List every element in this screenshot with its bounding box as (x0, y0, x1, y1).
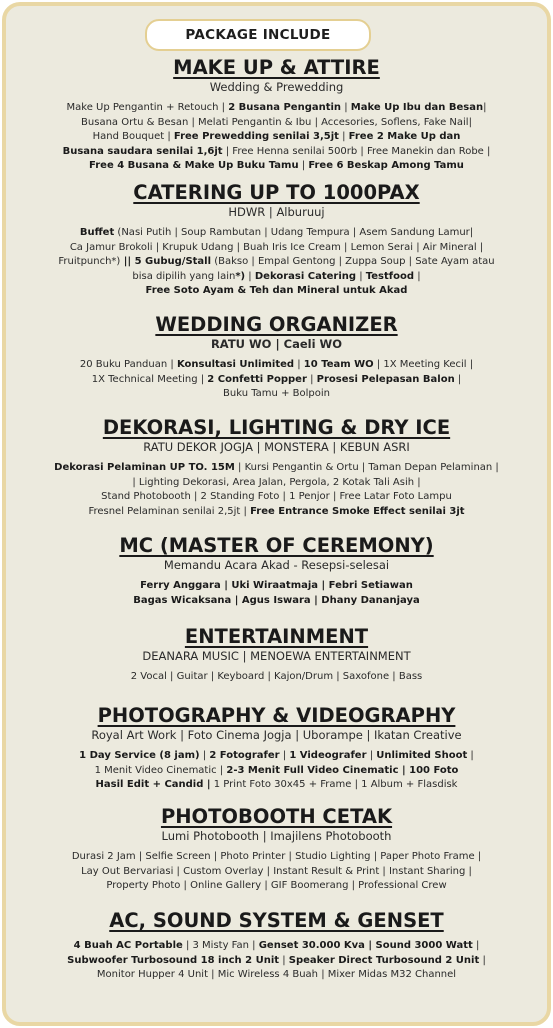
detail-text: | (454, 373, 462, 385)
detail-line (8, 284, 545, 299)
section-subtitle: Lumi Photobooth | Imajilens Photobooth (161, 829, 392, 843)
detail-highlight: Free 2 Make Up dan (348, 131, 461, 142)
section-details (8, 939, 545, 983)
detail-highlight: Free Soto Ayam & Teh dan Mineral untuk Akad (145, 285, 408, 296)
detail-text: Buku Tamu + Bolpoin (223, 388, 330, 399)
detail-text: 1 Menit Video Cinematic | (94, 764, 227, 776)
detail-text: Fresnel Pelaminan senilai 2,5jt | (88, 505, 251, 517)
detail-text: Hand Bouquet | (92, 131, 174, 142)
detail-line (8, 764, 545, 779)
detail-highlight: Unlimited Shoot (376, 750, 468, 761)
detail-highlight: Dekorasi Catering (254, 270, 357, 282)
section-subtitle: Wedding & Prewedding (209, 80, 344, 94)
section-title: DEKORASI, LIGHTING & DRY ICE (102, 416, 451, 439)
detail-text: (Nasi Putih | Soup Rambutan | Udang Tempura | Asem Sandung Lamur| (114, 227, 474, 238)
detail-line (8, 850, 545, 865)
section-title: AC, SOUND SYSTEM & GENSET (109, 909, 444, 932)
detail-text: 1 Print Foto 30x45 + Frame | 1 Album + Flasdisk (210, 779, 458, 790)
detail-line (8, 954, 545, 969)
detail-line (8, 255, 545, 270)
detail-line (8, 594, 545, 609)
section-details (8, 101, 545, 174)
detail-highlight: 2 Fotografer (209, 750, 280, 761)
detail-highlight: Speaker Direct Turbosound 2 Unit (288, 954, 480, 966)
detail-highlight: Make Up Ibu dan Besan (350, 102, 484, 113)
section-title: PHOTOBOOTH CETAK (160, 805, 393, 828)
section-wedding-organizer (8, 313, 545, 402)
section-subtitle: RATU WO | Caeli WO (210, 337, 343, 351)
detail-line (8, 670, 545, 685)
detail-highlight: Subwoofer Turbosound 18 inch 2 Unit (67, 954, 280, 966)
detail-line (8, 579, 545, 594)
detail-highlight: Testfood (365, 270, 415, 282)
detail-line (8, 373, 545, 388)
detail-highlight: Dekorasi Pelaminan UP TO. 15M (54, 462, 235, 473)
detail-text: | (294, 359, 304, 370)
detail-text: 20 Buku Panduan | (79, 359, 177, 370)
detail-highlight: 4 Buah AC Portable (73, 940, 183, 951)
section-title: MAKE UP & ATTIRE (173, 56, 380, 79)
detail-highlight: Buffet (79, 227, 115, 238)
detail-text: | (279, 750, 290, 761)
section-details (8, 226, 545, 299)
section-details (8, 358, 545, 402)
detail-text: | (245, 270, 255, 282)
detail-text: | (366, 750, 377, 761)
detail-text: Lay Out Bervariasi | Custom Overlay | Instant Result & Print | Instant Sharing | (81, 865, 472, 877)
section-mc (8, 534, 545, 608)
detail-text: (Bakso | Empal Gentong | Zuppa Soup | Sate Ayam atau (211, 256, 495, 267)
detail-line (8, 270, 545, 285)
detail-text: | 1X Meeting Kecil | (373, 359, 474, 370)
detail-text: bisa dipilih yang lain (132, 270, 236, 282)
detail-highlight: Bagas Wicaksana | Agus Iswara | Dhany Dananjaya (133, 594, 420, 606)
detail-text: | (472, 940, 480, 951)
detail-text: | (306, 373, 317, 385)
detail-highlight: 1 Videografer (289, 750, 367, 761)
detail-highlight: 2 Busana Pengantin (228, 102, 342, 113)
detail-text: | Lighting Dekorasi, Area Jalan, Pergola, 2 Kotak Tali Asih | (132, 476, 421, 488)
detail-line (8, 159, 545, 174)
section-subtitle: Memandu Acara Akad - Resepsi-selesai (163, 558, 390, 572)
section-title: ENTERTAINMENT (184, 625, 369, 648)
detail-text: Monitor Hupper 4 Unit | Mic Wireless 4 Buah | Mixer Midas M32 Channel (96, 969, 457, 980)
detail-text: 2 Vocal | Guitar | Keyboard | Kajon/Drum | Saxofone | Bass (130, 671, 423, 682)
detail-text: 1X Technical Meeting | (91, 373, 208, 385)
detail-highlight: 10 Team WO (303, 359, 374, 370)
detail-line (8, 241, 545, 256)
detail-text: | (279, 954, 289, 966)
detail-line (8, 101, 545, 116)
section-title: PHOTOGRAPHY & VIDEOGRAPHY (97, 704, 456, 727)
detail-text: | (483, 102, 487, 113)
detail-text: | (479, 954, 486, 966)
detail-text: Durasi 2 Jam | Selfie Screen | Photo Printer | Studio Lighting | Paper Photo Frame | (71, 851, 482, 862)
package-include-header: PACKAGE INCLUDE (145, 19, 371, 51)
detail-line (8, 939, 545, 954)
detail-text: Make Up Pengantin + Retouch | (66, 102, 229, 113)
detail-line (8, 879, 545, 894)
section-title: MC (MASTER OF CEREMONY) (119, 534, 434, 557)
detail-text: | Kursi Pengantin & Ortu | Taman Depan Pelaminan | (234, 462, 499, 473)
detail-line (8, 476, 545, 491)
detail-text: | (199, 750, 210, 761)
detail-text: | (341, 102, 351, 113)
detail-text: Stand Photobooth | 2 Standing Foto | 1 Penjor | Free Latar Foto Lampu (101, 491, 452, 502)
detail-line (8, 505, 545, 520)
section-details (8, 461, 545, 519)
section-subtitle: Royal Art Work | Foto Cinema Jogja | Uborampe | Ikatan Creative (91, 728, 462, 742)
section-ac-sound-genset (8, 909, 545, 983)
detail-line (8, 865, 545, 880)
detail-line (8, 116, 545, 131)
detail-line (8, 358, 545, 373)
detail-highlight: Free Prewedding senilai 3,5jt (173, 131, 339, 142)
detail-text: | (414, 270, 421, 282)
detail-text: | Free Henna senilai 500rb | Free Manekin dan Robe | (222, 145, 491, 157)
detail-line (8, 387, 545, 402)
detail-highlight: 2-3 Menit Full Video Cinematic | 100 Foto (226, 764, 459, 776)
detail-highlight: *) (235, 270, 246, 282)
detail-text: Busana Ortu & Besan | Melati Pengantin & Ibu | Accesories, Soflens, Fake Nail| (81, 116, 472, 128)
detail-highlight: Free Entrance Smoke Effect senilai 3jt (250, 505, 465, 517)
detail-highlight: Free 6 Beskap Among Tamu (308, 160, 464, 171)
section-details (8, 749, 545, 793)
section-title: CATERING UP TO 1000PAX (133, 181, 420, 204)
detail-line (8, 130, 545, 145)
section-subtitle: RATU DEKOR JOGJA | MONSTERA | KEBUN ASRI (143, 440, 410, 454)
detail-highlight: 2 Confetti Popper (207, 373, 307, 385)
detail-text: | (467, 750, 474, 761)
section-makeup-attire (8, 56, 545, 174)
section-details (8, 579, 545, 608)
detail-line (8, 145, 545, 160)
section-entertainment (8, 625, 545, 685)
section-title: WEDDING ORGANIZER (155, 313, 398, 336)
detail-text: Fruitpunch*) (58, 256, 121, 267)
detail-line (8, 778, 545, 793)
detail-text: | 3 Misty Fan | (182, 940, 259, 951)
detail-text: | (298, 160, 309, 171)
section-subtitle: DEANARA MUSIC | MENOEWA ENTERTAINMENT (142, 649, 411, 663)
detail-line (8, 226, 545, 241)
detail-highlight: Konsultasi Unlimited (176, 359, 295, 370)
detail-highlight: Prosesi Pelepasan Balon (316, 373, 455, 385)
section-catering (8, 181, 545, 299)
section-dekorasi (8, 416, 545, 519)
section-photobooth (8, 805, 545, 894)
detail-line (8, 461, 545, 476)
detail-highlight: Genset 30.000 Kva | Sound 3000 Watt (258, 940, 473, 951)
detail-text: | (338, 131, 349, 142)
detail-highlight: Hasil Edit + Candid | (95, 779, 211, 790)
detail-highlight: Busana saudara senilai 1,6jt (62, 145, 223, 157)
section-photography (8, 704, 545, 793)
detail-highlight: Free 4 Busana & Make Up Buku Tamu (89, 160, 299, 171)
detail-line (8, 749, 545, 764)
section-details (8, 850, 545, 894)
section-details (8, 670, 545, 685)
section-subtitle: HDWR | Alburuuj (228, 205, 325, 219)
detail-line (8, 968, 545, 983)
detail-text: Ca Jamur Brokoli | Krupuk Udang | Buah Iris Ice Cream | Lemon Serai | Air Mineral | (69, 241, 484, 253)
detail-text: | (356, 270, 366, 282)
detail-line (8, 490, 545, 505)
detail-highlight: || 5 Gubug/Stall (120, 256, 212, 267)
detail-text: Property Photo | Online Gallery | GIF Boomerang | Professional Crew (106, 880, 447, 891)
detail-highlight: 1 Day Service (8 jam) (79, 750, 200, 761)
detail-highlight: Ferry Anggara | Uki Wiraatmaja | Febri Setiawan (140, 580, 413, 591)
